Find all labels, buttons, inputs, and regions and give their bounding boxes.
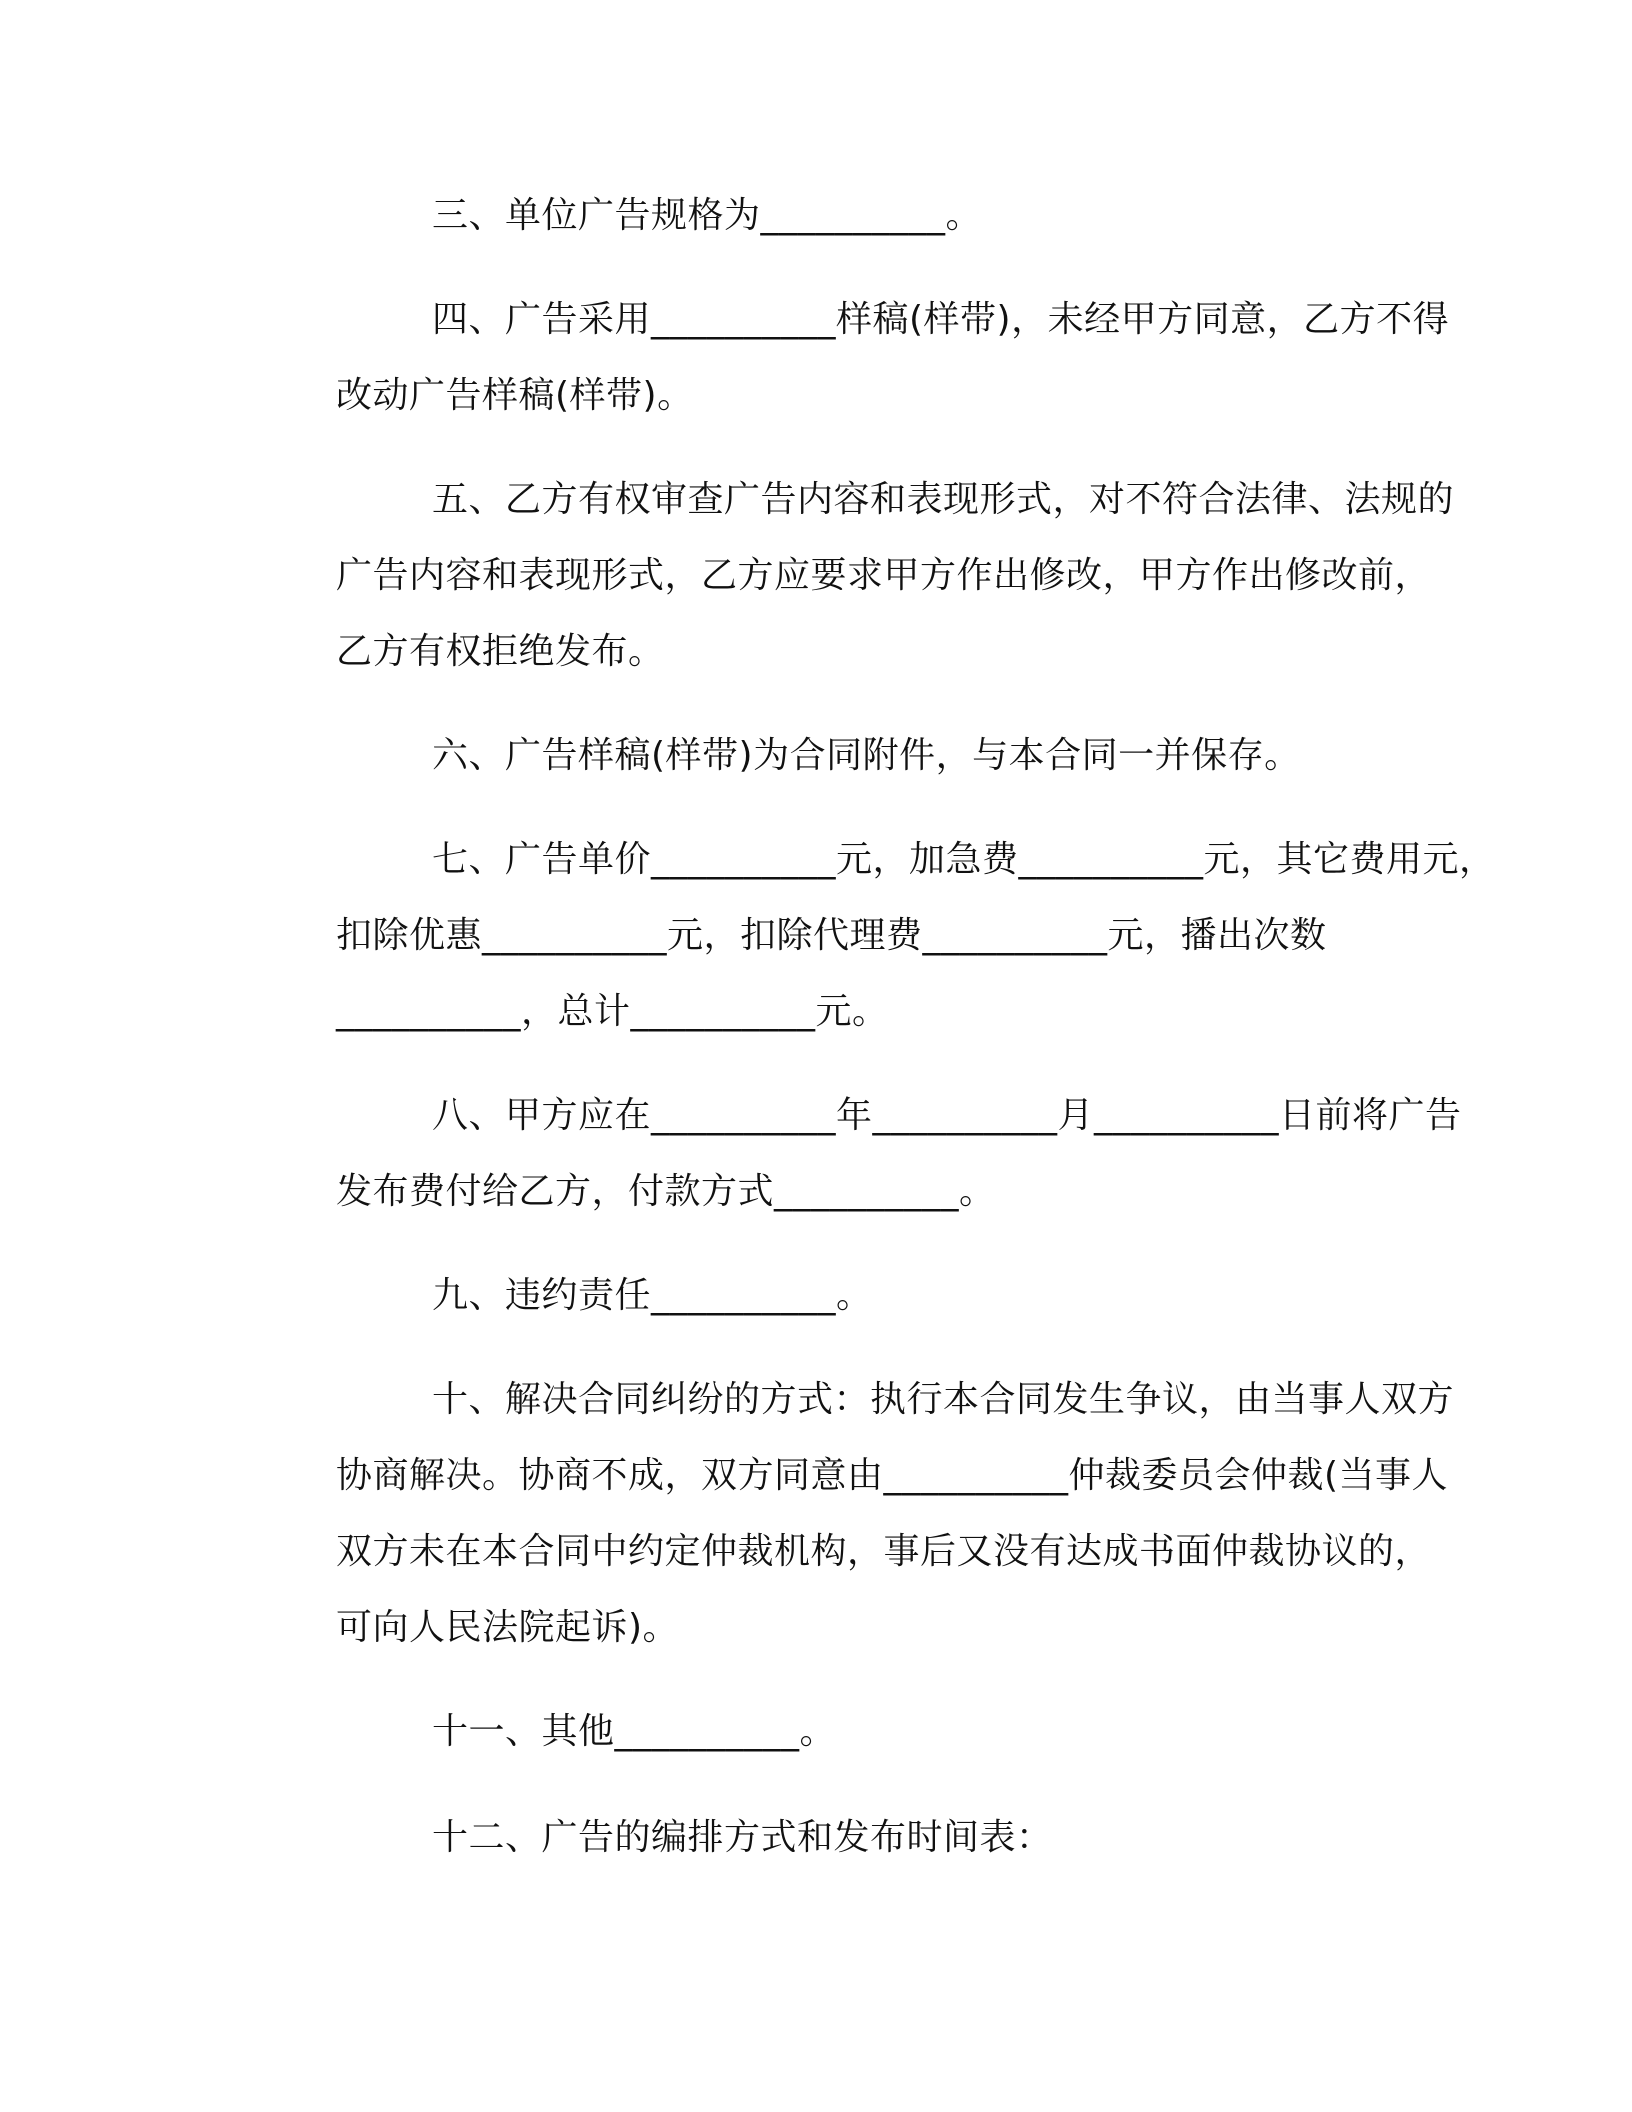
clause-9 [240,1258,1420,1334]
clause-8 [240,1078,1462,1230]
clause-10-line-3: 双方未在本合同中约定仲裁机构，事后又没有达成书面仲裁协议的， [336,1531,1432,1572]
clause-5 [240,462,1455,690]
clause-12 [240,1800,1420,1876]
clause-10 [240,1362,1455,1666]
clause-6-line-1: 六、广告样稿(样带)为合同附件，与本合同一并保存。 [432,735,1301,776]
clause-5-line-2: 广告内容和表现形式，乙方应要求甲方作出修改，甲方作出修改前， [336,555,1432,596]
clause-7-line-1: 七、广告单价__________元，加急费__________元，其它费用元， [432,839,1496,880]
clause-8-line-2: 发布费付给乙方，付款方式__________。 [336,1171,996,1212]
clause-10-line-1: 十、解决合同纠纷的方式：执行本合同发生争议，由当事人双方 [432,1379,1455,1420]
clause-3 [240,178,1420,254]
clause-5-line-3: 乙方有权拒绝发布。 [336,631,665,672]
clause-9-line-1: 九、违约责任__________。 [432,1275,873,1316]
clause-7-line-2: 扣除优惠__________元，扣除代理费__________元，播出次数 [336,915,1327,956]
clause-7 [240,822,1496,1050]
clause-11 [240,1694,1420,1770]
clause-10-line-4: 可向人民法院起诉)。 [336,1607,680,1648]
clause-8-line-1: 八、甲方应在__________年__________月__________日前将广告 [432,1095,1462,1136]
clause-4-line-2: 改动广告样稿(样带)。 [336,375,694,416]
clause-4-line-1: 四、广告采用__________样稿(样带)，未经甲方同意，乙方不得 [432,299,1450,340]
clause-11-line-1: 十一、其他__________。 [432,1711,837,1752]
clause-6 [240,718,1420,794]
clause-4 [240,282,1450,434]
clause-10-line-2: 协商解决。协商不成，双方同意由__________仲裁委员会仲裁(当事人 [336,1455,1449,1496]
clause-7-line-3: __________，总计__________元。 [336,991,889,1032]
clause-5-line-1: 五、乙方有权审查广告内容和表现形式，对不符合法律、法规的 [432,479,1455,520]
clause-12-line-1: 十二、广告的编排方式和发布时间表： [432,1817,1053,1858]
clause-3-line-1: 三、单位广告规格为__________。 [432,195,983,236]
